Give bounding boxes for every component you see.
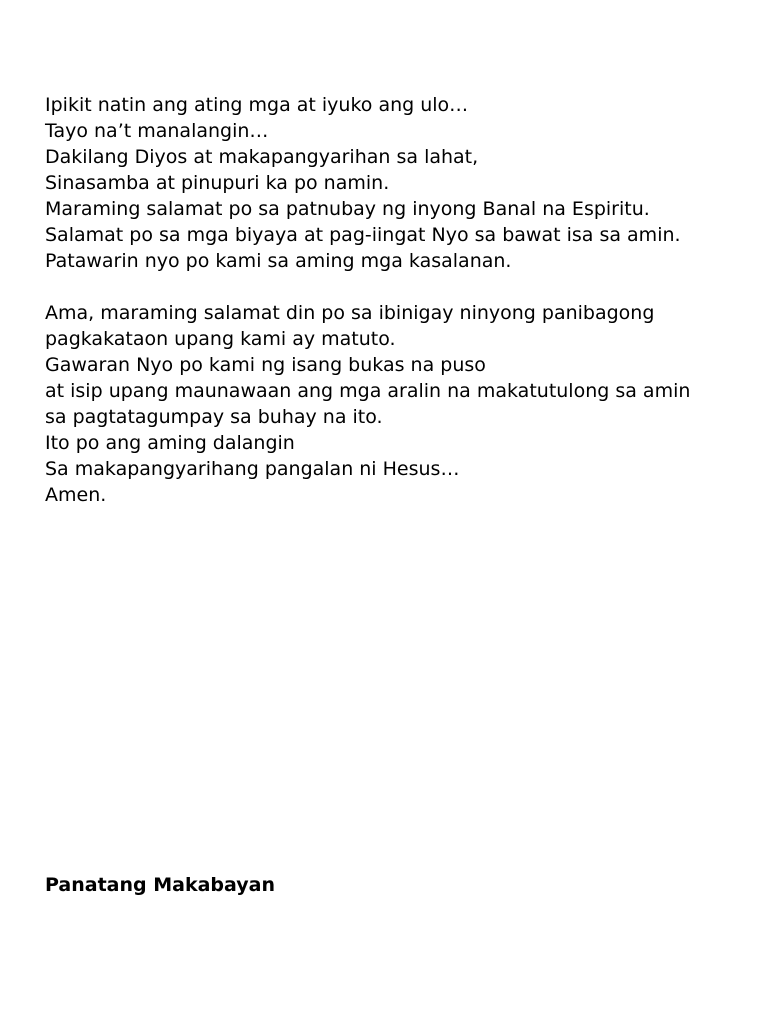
- prayer-line: Sinasamba at pinupuri ka po namin.: [45, 172, 390, 194]
- prayer-line: Tayo na’t manalangin…: [45, 120, 269, 142]
- prayer-line: Gawaran Nyo po kami ng isang bukas na puso: [45, 354, 486, 376]
- prayer-line: Maraming salamat po sa patnubay ng inyong Banal na Espiritu.: [45, 198, 650, 220]
- prayer-line: sa pagtatagumpay sa buhay na ito.: [45, 406, 383, 428]
- prayer-line: Ama, maraming salamat din po sa ibinigay ninyong panibagong: [45, 302, 655, 324]
- prayer-line: Dakilang Diyos at makapangyarihan sa lahat,: [45, 146, 479, 168]
- prayer-line: pagkakataon upang kami ay matuto.: [45, 328, 396, 350]
- opening-prayer: [45, 92, 745, 508]
- prayer-stanza-2: [45, 300, 745, 508]
- prayer-line: Sa makapangyarihang pangalan ni Hesus…: [45, 458, 460, 480]
- prayer-line: Ito po ang aming dalangin: [45, 432, 295, 454]
- prayer-line: at isip upang maunawaan ang mga aralin na makatutulong sa amin: [45, 380, 691, 402]
- section-heading: Panatang Makabayan: [45, 874, 275, 896]
- prayer-line: Patawarin nyo po kami sa aming mga kasalanan.: [45, 250, 512, 272]
- prayer-line: Amen.: [45, 484, 107, 506]
- prayer-line: Ipikit natin ang ating mga at iyuko ang ulo…: [45, 94, 469, 116]
- prayer-line: Salamat po sa mga biyaya at pag-iingat Nyo sa bawat isa sa amin.: [45, 224, 681, 246]
- prayer-stanza-1: [45, 92, 745, 274]
